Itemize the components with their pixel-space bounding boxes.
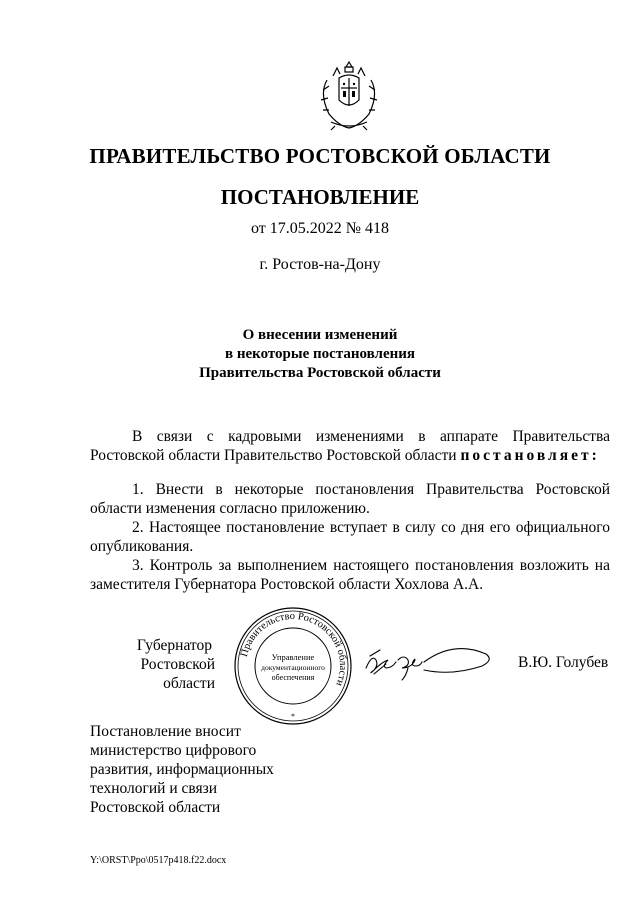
handwritten-signature	[364, 640, 494, 684]
stamp-star-icon: *	[291, 712, 295, 721]
organization-title: ПРАВИТЕЛЬСТВО РОСТОВСКОЙ ОБЛАСТИ	[89, 144, 551, 168]
signatory-title	[90, 636, 215, 693]
submitter-line: Ростовской области	[90, 799, 221, 816]
decree-item: 1. Внести в некоторые постановления Правительства Ростовской области изменения согласно приложению.	[90, 481, 610, 517]
signatory-name: В.Ю. Голубев	[518, 654, 609, 671]
submitter-line: развития, информационных	[90, 761, 274, 778]
decree-item: 2. Настоящее постановление вступает в силу со дня его официального опубликования.	[90, 519, 610, 555]
stamp-center-line: обеспечения	[271, 673, 315, 682]
submitter-line: Постановление вносит	[90, 723, 241, 740]
stamp-ring-text: Правительство Ростовской области	[238, 610, 349, 688]
decree-item: 3. Контроль за выполнением настоящего постановления возложить на заместителя Губернатора Ростовской области Хохлова А.А.	[90, 557, 610, 593]
stamp-center-line: Управление	[271, 652, 315, 662]
submitter-line: технологий и связи	[90, 780, 218, 797]
coat-of-arms-icon	[315, 60, 383, 132]
subject-line: Правительства Ростовской области	[199, 365, 441, 381]
decree-items	[90, 480, 610, 594]
preamble	[90, 427, 610, 465]
stamp-center-line: документационного	[261, 663, 325, 672]
document-subject	[0, 326, 640, 383]
official-stamp	[232, 605, 354, 727]
signatory-title-line: Губернатор	[136, 637, 212, 654]
decree-word: постановляет:	[460, 447, 600, 464]
submitter-line: министерство цифрового	[90, 742, 257, 759]
date-number: от 17.05.2022 № 418	[250, 220, 390, 237]
subject-line: в некоторые постановления	[224, 346, 416, 362]
subject-line: О внесении изменений	[242, 327, 398, 343]
city: г. Ростов-на-Дону	[259, 256, 381, 273]
file-path: Y:\ORST\Ppo\0517p418.f22.docx	[90, 855, 227, 866]
document-type: ПОСТАНОВЛЕНИЕ	[220, 185, 420, 209]
submitter-note	[90, 722, 290, 817]
preamble-text: В связи с кадровыми изменениями в аппарате Правительства Ростовской области Правительство Ростовской области	[90, 428, 610, 464]
signatory-title-line: Ростовской области	[140, 656, 215, 692]
